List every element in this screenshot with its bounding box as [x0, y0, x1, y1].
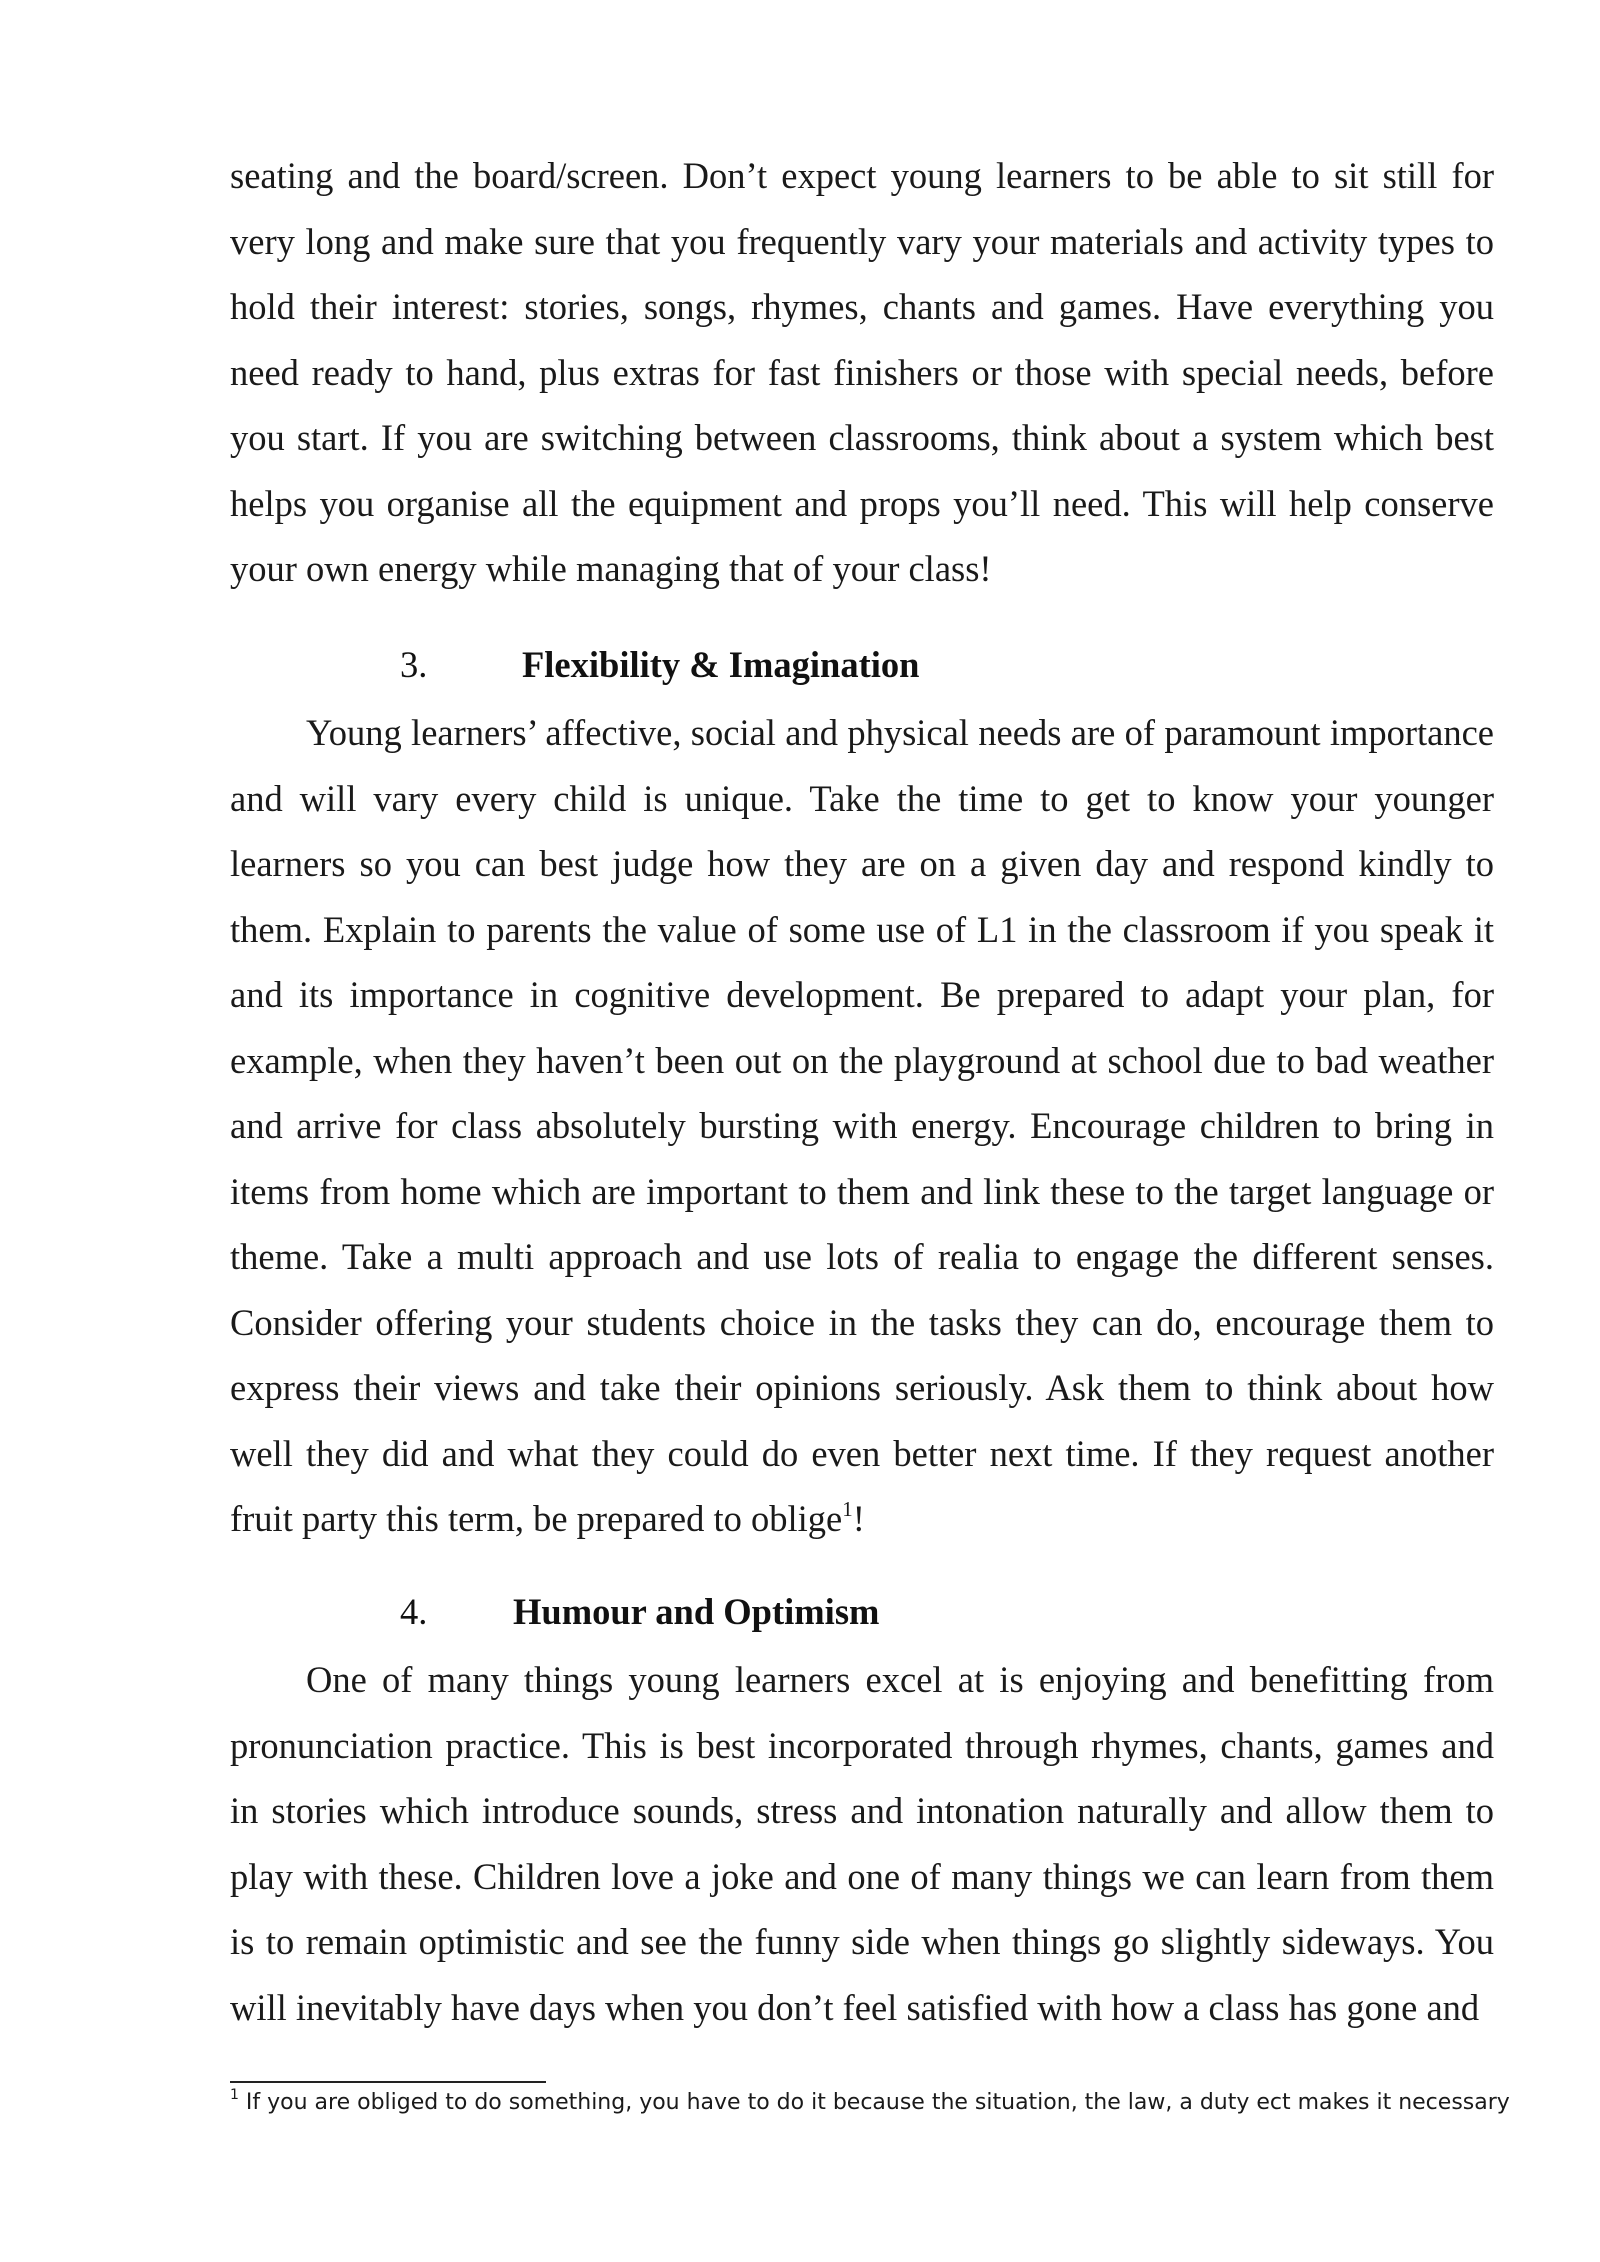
paragraph-flexibility: [230, 700, 1494, 1552]
section-number: 4.: [400, 1591, 428, 1632]
paragraph-humour: [230, 1647, 1494, 2040]
footnote: [230, 2087, 1530, 2119]
paragraph-classroom-management: [230, 143, 1494, 602]
footnote-separator: [230, 2081, 546, 2083]
footnote-marker: 1: [230, 2087, 239, 2103]
paragraph-end: !: [852, 1498, 865, 1539]
paragraph-body: Young learners’ affective, social and physical needs are of paramount importance and will vary every child is unique. Take the time to get to know your younger learners so you can best judge how they are on a given day and respond kindly to them. Explain to parents the value of some use of L1 in the classroom if you speak it and its importance in cognitive development. Be prepared to adapt your plan, for example, when they haven’t been out on the playground at school due to bad weather and arrive for class absolutely bursting with energy. Encourage children to bring in items from home which are important to them and link these to the target language or theme. Take a multi approach and use lots of realia to engage the different senses. Consider offering your students choice in the tasks they can do, encourage them to express their views and take their opinions seriously. Ask them to think about how well they did and what they could do even better next time. If they request another fruit party this term, be prepared to oblige: [230, 712, 1494, 1539]
paragraph-text: One of many things young learners excel at is enjoying and benefitting from pronunciation practice. This is best incorporated through rhymes, chants, games and in stories which introduce sounds, stress and intonation naturally and allow them to play with these. Children love a joke and one of many things we can learn from them is to remain optimistic and see the funny side when things go slightly sideways. You will inevitably have days when you don’t feel satisfied with how a class has gone and: [230, 1659, 1494, 2028]
section-title: Humour and Optimism: [513, 1591, 880, 1632]
footnote-text: If you are obliged to do something, you have to do it because the situation, the law, a duty ect makes it necessary: [238, 2090, 1510, 2115]
paragraph-text: seating and the board/screen. Don’t expect young learners to be able to sit still for very long and make sure that you frequently vary your materials and activity types to hold their interest: stories, songs, rhymes, chants and games. Have everything you need ready to hand, plus extras for fast finishers or those with special needs, before you start. If you are switching between classrooms, think about a system which best helps you organise all the equipment and props you’ll need. This will help conserve your own energy while managing that of your class!: [230, 155, 1494, 589]
section-title: Flexibility & Imagination: [522, 644, 920, 685]
footnote-reference[interactable]: 1: [842, 1497, 853, 1521]
section-number: 3.: [400, 644, 428, 685]
paragraph-text: [230, 700, 1494, 1552]
